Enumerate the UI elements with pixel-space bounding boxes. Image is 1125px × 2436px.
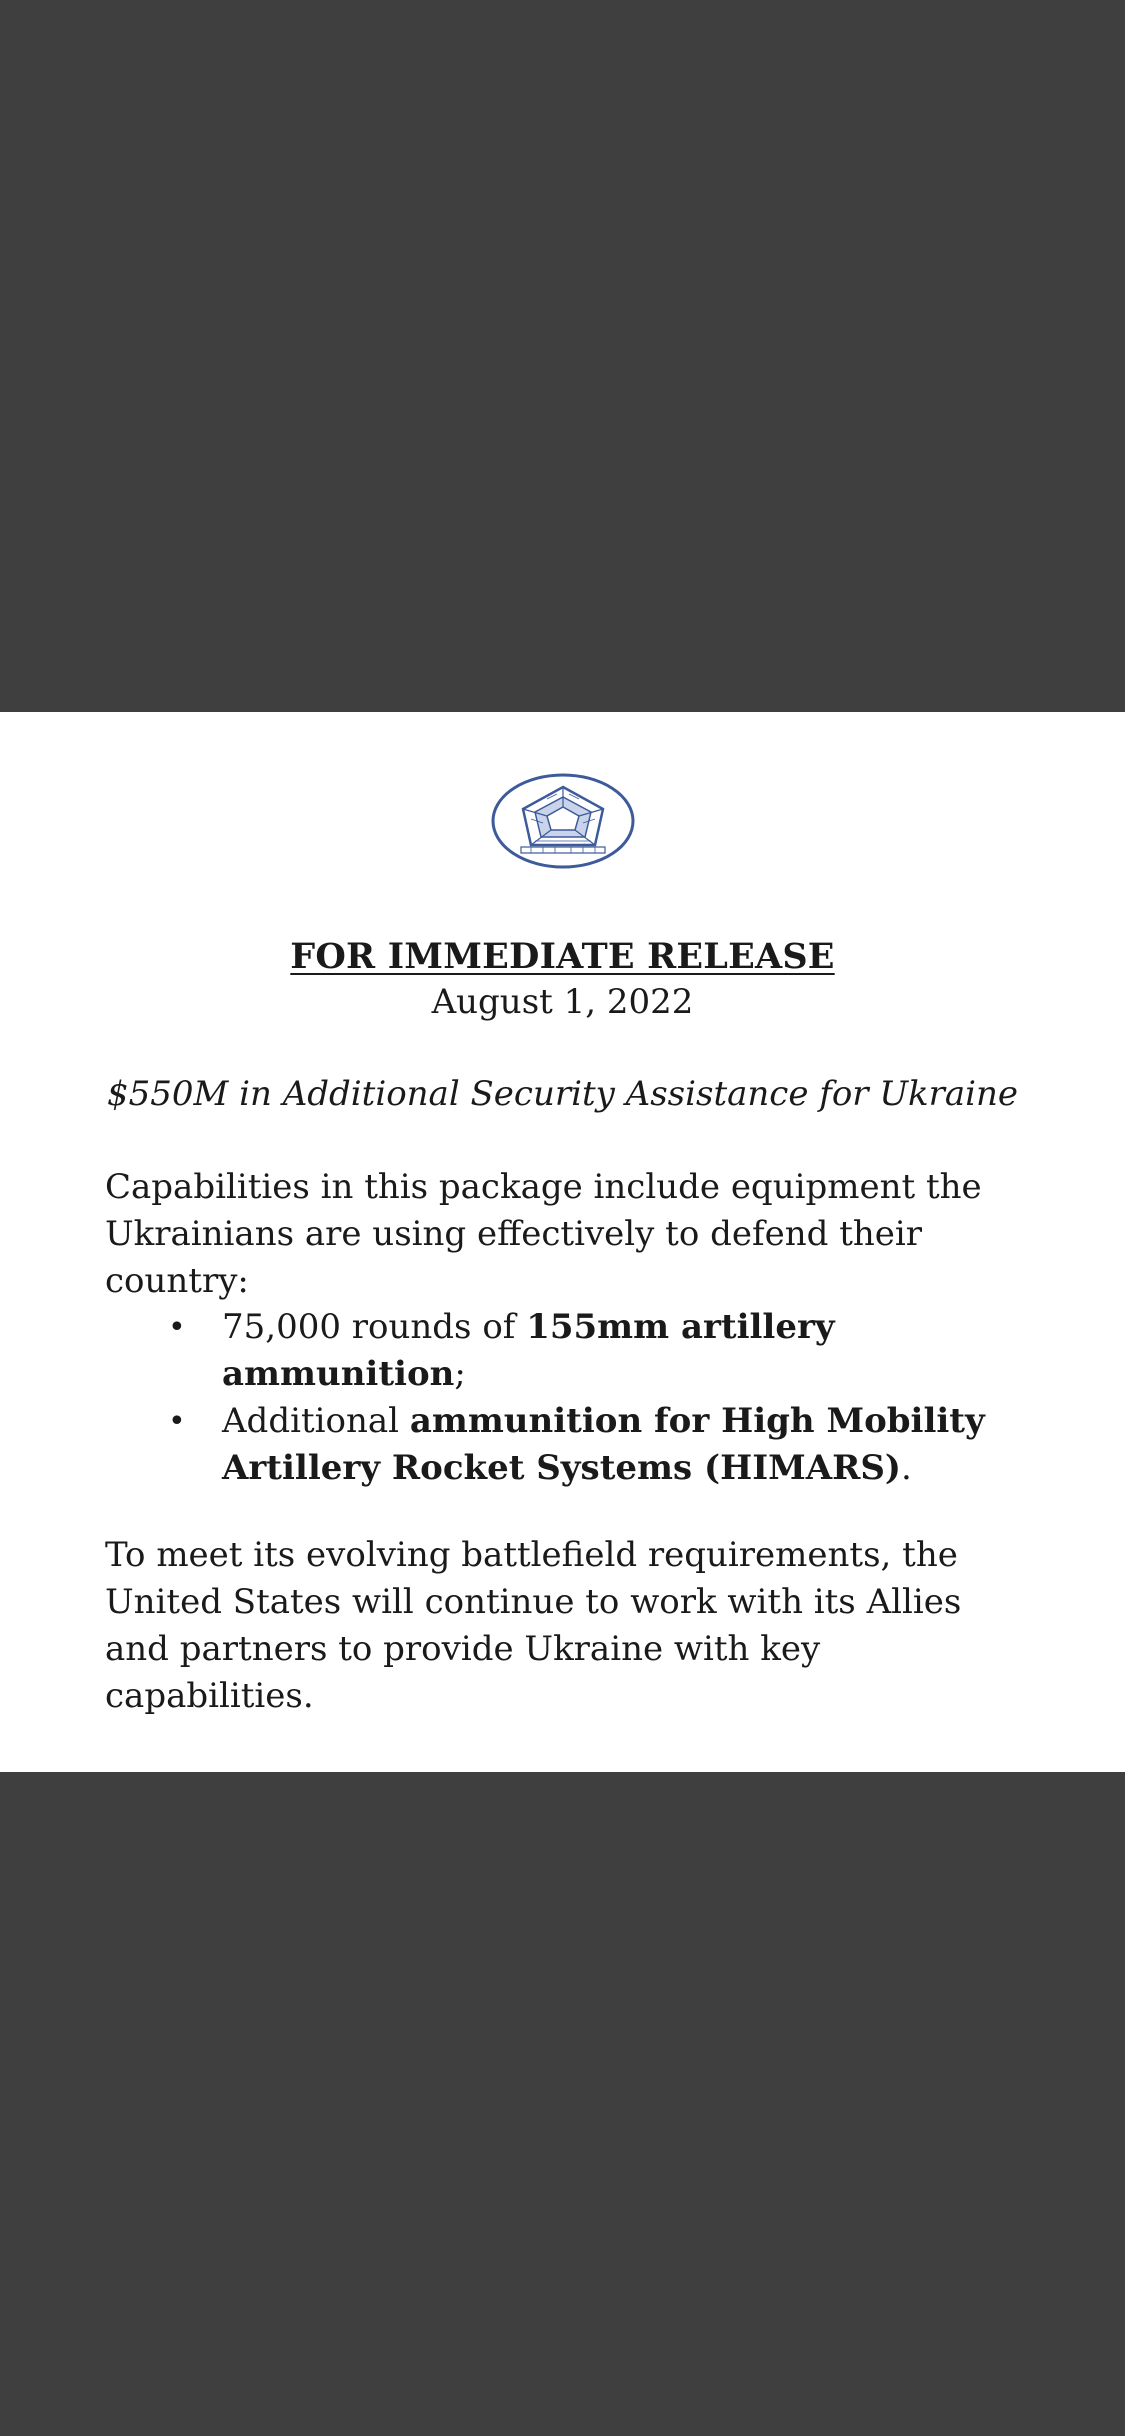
closing-paragraph: To meet its evolving battlefield requirements, the United States will continue to work with its Allies and partners to provide Ukraine with key capabilities. (105, 1535, 962, 1716)
list-item-text: 75,000 rounds of (222, 1307, 527, 1347)
list-item-suffix: ; (454, 1354, 466, 1394)
press-release-image (0, 712, 1125, 1772)
list-item-bold-text: ammunition for High Mobility Artillery Rocket Systems (HIMARS) (222, 1401, 985, 1488)
list-item-bold-text: 155mm artillery ammunition (222, 1307, 835, 1394)
bullet-icon: • (168, 1310, 186, 1345)
pentagon-seal-icon (491, 773, 635, 869)
bullet-icon: • (168, 1404, 186, 1439)
release-title: $550M in Additional Security Assistance for Ukraine (106, 1074, 1019, 1114)
release-heading: FOR IMMEDIATE RELEASE (290, 936, 835, 977)
release-date: August 1, 2022 (431, 982, 694, 1022)
intro-paragraph: Capabilities in this package include equipment the Ukrainians are using effectively to defend their country: (105, 1167, 982, 1301)
capabilities-list (105, 1304, 1005, 1492)
list-item-text: Additional (222, 1401, 410, 1441)
list-item (105, 1304, 1005, 1398)
list-item (105, 1398, 1005, 1492)
list-item-suffix: . (901, 1448, 912, 1488)
